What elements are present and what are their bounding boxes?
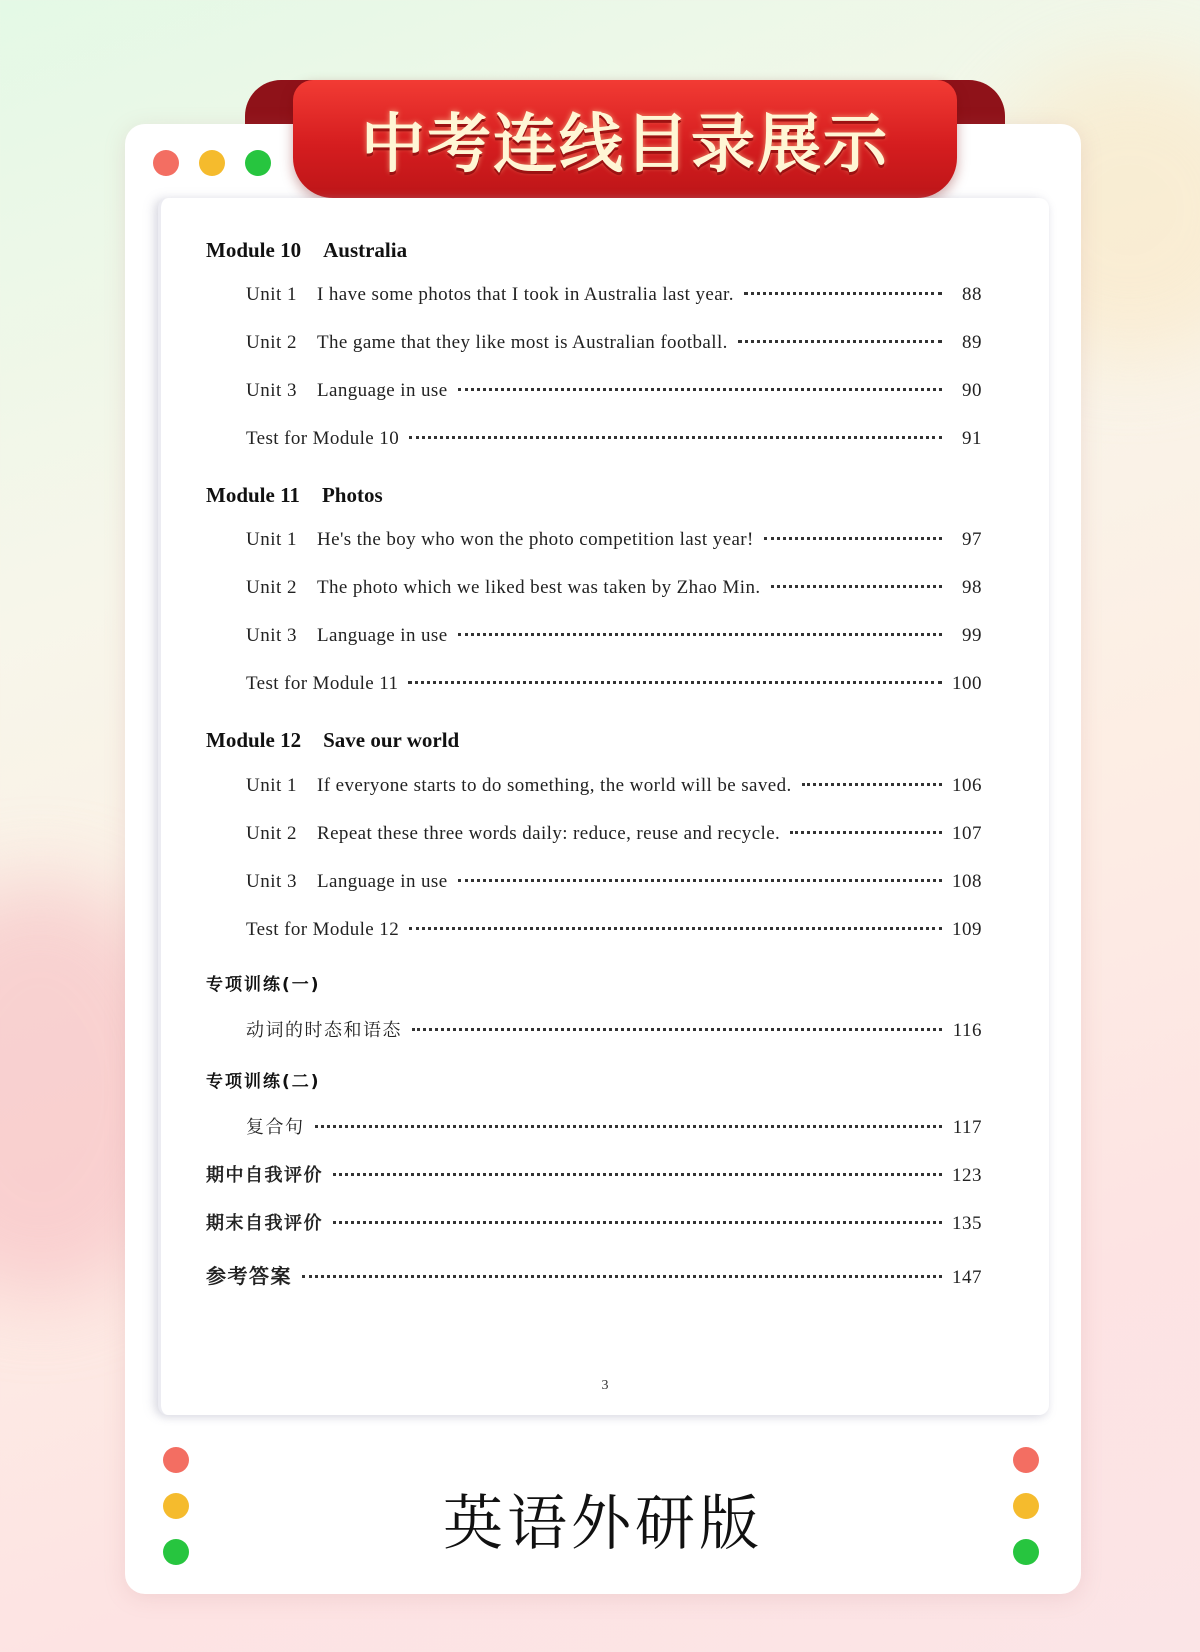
module-label: Module 10	[206, 238, 302, 262]
toc-entry[interactable]	[206, 1260, 982, 1288]
page-number: 123	[952, 1165, 982, 1186]
toc-entry[interactable]	[246, 529, 982, 557]
entry-title: Test for Module 10	[246, 428, 400, 449]
module-heading	[206, 238, 407, 263]
module-label: Module 11	[206, 483, 300, 507]
entry-title: If everyone starts to do something, the world will be saved.	[317, 775, 792, 796]
module-label: Module 12	[206, 728, 302, 752]
dot-leader	[744, 292, 942, 295]
edition-label: 英语外研版	[443, 1489, 763, 1559]
page-number: 89	[962, 332, 982, 353]
dot-leader	[458, 633, 942, 636]
dot-leader	[408, 681, 942, 684]
entry-title: 参考答案	[206, 1264, 292, 1288]
dot-leader	[409, 436, 942, 439]
toc-entry[interactable]	[246, 577, 982, 605]
entry-title: The photo which we liked best was taken by Zhao Min.	[317, 577, 761, 598]
window-controls	[153, 150, 271, 176]
dot-leader	[409, 927, 942, 930]
entry-title: Language in use	[317, 625, 448, 646]
toc-entry[interactable]	[246, 284, 982, 312]
entry-title: 期中自我评价	[206, 1165, 323, 1186]
toc-page	[158, 198, 1049, 1415]
toc-entry[interactable]	[246, 871, 982, 899]
special-training-2-heading: 专项训练(二)	[206, 1072, 321, 1092]
toc-entry[interactable]	[206, 1209, 982, 1237]
page-number: 88	[962, 284, 982, 305]
toc-entry[interactable]	[246, 428, 982, 456]
page-number: 106	[952, 775, 982, 796]
banner-title: 中考连线目录展示	[361, 108, 889, 182]
toc-entry[interactable]	[246, 380, 982, 408]
page-number: 147	[952, 1267, 982, 1288]
entry-title: 复合句	[246, 1117, 305, 1138]
page-number: 117	[952, 1117, 982, 1138]
dot-leader	[315, 1125, 943, 1128]
unit-label: Unit 3	[246, 625, 298, 646]
module-heading	[206, 483, 383, 508]
toc-entry[interactable]	[246, 1113, 982, 1141]
dot-leader	[764, 537, 942, 540]
toc-entry[interactable]	[246, 625, 982, 653]
entry-title: Language in use	[317, 871, 448, 892]
toc-entry[interactable]	[206, 1161, 982, 1189]
entry-title: He's the boy who won the photo competition last year!	[317, 529, 754, 550]
entry-title: Test for Module 11	[246, 673, 399, 694]
unit-label: Unit 1	[246, 284, 298, 305]
special-training-1-heading: 专项训练(一)	[206, 975, 321, 995]
maximize-dot-icon[interactable]	[245, 150, 271, 176]
page-number: 116	[952, 1020, 982, 1041]
dot-leader	[333, 1221, 942, 1224]
red-dot-icon	[1013, 1447, 1039, 1473]
page-number: 98	[962, 577, 982, 598]
entry-title: The game that they like most is Australian football.	[317, 332, 728, 353]
toc-entry[interactable]	[246, 1016, 982, 1044]
toc-entry[interactable]	[246, 673, 982, 701]
dot-leader	[302, 1275, 942, 1278]
dot-leader	[333, 1173, 942, 1176]
entry-title: Repeat these three words daily: reduce, reuse and recycle.	[317, 823, 781, 844]
toc-entry[interactable]	[246, 823, 982, 851]
unit-label: Unit 2	[246, 823, 298, 844]
dot-leader	[771, 585, 943, 588]
unit-label: Unit 1	[246, 775, 298, 796]
toc-entry[interactable]	[246, 775, 982, 803]
toc-entry[interactable]	[246, 332, 982, 360]
page-number: 107	[952, 823, 982, 844]
dot-leader	[458, 388, 942, 391]
unit-label: Unit 2	[246, 577, 298, 598]
module-title: Photos	[321, 483, 383, 507]
unit-label: Unit 3	[246, 871, 298, 892]
unit-label: Unit 2	[246, 332, 298, 353]
unit-label: Unit 1	[246, 529, 298, 550]
entry-title: 动词的时态和语态	[246, 1020, 402, 1041]
module-title: Save our world	[323, 728, 460, 752]
page-footer-number: 3	[601, 1378, 609, 1393]
module-title: Australia	[323, 238, 408, 262]
unit-label: Unit 3	[246, 380, 298, 401]
title-banner	[293, 80, 957, 198]
minimize-dot-icon[interactable]	[199, 150, 225, 176]
page-number: 97	[962, 529, 982, 550]
page-number: 90	[962, 380, 982, 401]
page-number: 109	[952, 919, 982, 940]
toc-entry[interactable]	[246, 919, 982, 947]
close-dot-icon[interactable]	[153, 150, 179, 176]
dot-leader	[738, 340, 942, 343]
page-number: 108	[952, 871, 982, 892]
entry-title: Language in use	[317, 380, 448, 401]
dot-leader	[458, 879, 942, 882]
dot-leader	[802, 783, 942, 786]
page-number: 91	[962, 428, 982, 449]
entry-title: 期末自我评价	[206, 1213, 323, 1234]
page-number: 135	[952, 1213, 982, 1234]
entry-title: Test for Module 12	[246, 919, 400, 940]
page-number: 100	[952, 673, 982, 694]
dot-leader	[790, 831, 942, 834]
red-dot-icon	[163, 1447, 189, 1473]
dot-leader	[412, 1028, 942, 1031]
page-number: 99	[962, 625, 982, 646]
entry-title: I have some photos that I took in Australia last year.	[317, 284, 734, 305]
module-heading	[206, 728, 459, 753]
